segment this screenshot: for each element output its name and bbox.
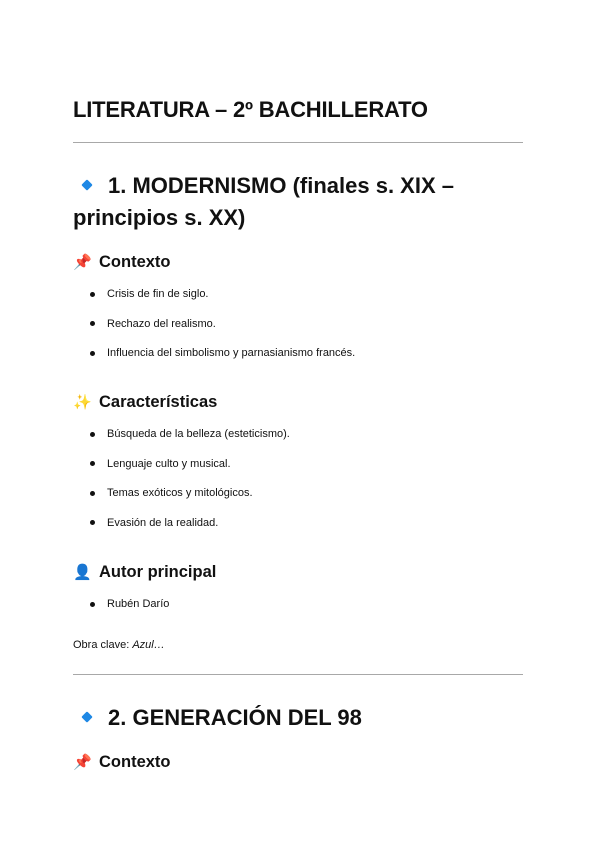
pushpin-icon: 📌 xyxy=(73,753,92,771)
context-list xyxy=(90,287,355,376)
subheading-text: Contexto xyxy=(99,753,171,771)
list-item-text: Temas exóticos y mitológicos. xyxy=(107,487,253,499)
section-heading-text: 1. MODERNISMO (finales s. XIX – principios s. XX) xyxy=(73,173,454,230)
list-item xyxy=(90,597,169,627)
horizontal-divider xyxy=(73,674,523,675)
list-item xyxy=(90,516,290,546)
subheading-text: Características xyxy=(99,393,218,411)
bullet-icon xyxy=(90,491,95,496)
features-list xyxy=(90,427,290,545)
list-item-text: Influencia del simbolismo y parnasianismo francés. xyxy=(107,347,356,359)
subheading-text: Contexto xyxy=(99,253,171,271)
list-item xyxy=(90,287,355,317)
key-work-label: Obra clave: xyxy=(73,639,130,651)
sparkles-icon: ✨ xyxy=(73,393,92,411)
subheading-text: Autor principal xyxy=(99,563,217,581)
subheading-contexto xyxy=(73,751,171,773)
list-item xyxy=(90,457,290,487)
bullet-icon xyxy=(90,351,95,356)
person-icon: 👤 xyxy=(73,563,92,581)
list-item xyxy=(90,486,290,516)
bullet-icon xyxy=(90,321,95,326)
horizontal-divider xyxy=(73,142,523,143)
key-work-note xyxy=(73,638,165,652)
subheading-autor-principal xyxy=(73,561,216,583)
pushpin-icon: 📌 xyxy=(73,253,92,271)
list-item-text: Rubén Darío xyxy=(107,598,170,610)
list-item xyxy=(90,427,290,457)
document-title: LITERATURA – 2º BACHILLERATO xyxy=(73,97,428,122)
section-heading-generacion-98 xyxy=(73,702,533,734)
author-list xyxy=(90,597,169,627)
key-work-value: Azul… xyxy=(132,639,165,651)
bullet-icon xyxy=(90,432,95,437)
bullet-icon xyxy=(90,520,95,525)
list-item xyxy=(90,317,355,347)
bullet-icon xyxy=(90,292,95,297)
list-item xyxy=(90,346,355,376)
list-item-text: Crisis de fin de siglo. xyxy=(107,288,209,300)
bullet-icon xyxy=(90,602,95,607)
list-item-text: Rechazo del realismo. xyxy=(107,317,216,330)
section-heading-text: 2. GENERACIÓN DEL 98 xyxy=(108,705,362,730)
list-item-text: Evasión de la realidad. xyxy=(107,516,219,529)
bullet-icon xyxy=(90,461,95,466)
subheading-caracteristicas xyxy=(73,391,217,413)
blue-diamond-icon xyxy=(81,712,92,723)
blue-diamond-icon xyxy=(81,180,92,191)
section-heading-modernismo xyxy=(73,170,533,234)
list-item-text: Lenguaje culto y musical. xyxy=(107,457,231,470)
subheading-contexto xyxy=(73,251,171,273)
list-item-text: Búsqueda de la belleza (esteticismo). xyxy=(107,428,290,440)
